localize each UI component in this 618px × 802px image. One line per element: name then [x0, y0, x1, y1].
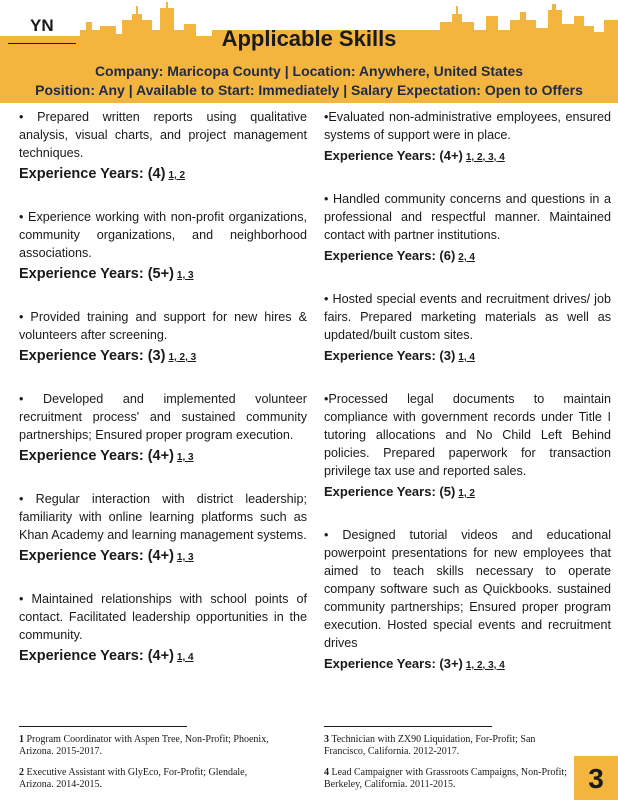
skill-item — [324, 526, 611, 676]
skill-item — [324, 290, 611, 368]
experience-years: Experience Years: (5+) 1, 3 — [19, 266, 194, 282]
experience-years: Experience Years: (4) 1, 2 — [19, 166, 186, 182]
skill-item — [19, 490, 307, 568]
footnote-3: 3 Technician with ZX90 Liquidation, For-Profit; San Francisco, California. 2012-2017. — [324, 734, 536, 757]
skill-text: • Developed and implemented volunteer recruitment process' and sustained community partnerships; Ensured proper program execution. — [19, 392, 307, 442]
footnote-refs: 1, 2, 3 — [168, 352, 197, 363]
footnote-refs: 1, 2 — [458, 488, 475, 499]
skill-text: •Evaluated non-administrative employees, ensured systems of support were in place. — [324, 110, 611, 142]
experience-years: Experience Years: (4+) 1, 2, 3, 4 — [324, 148, 505, 163]
footnote-1: 1 Program Coordinator with Aspen Tree, Non-Profit; Phoenix, Arizona. 2015-2017. — [19, 734, 269, 757]
experience-years: Experience Years: (3) 1, 4 — [324, 348, 475, 363]
skill-text: •Processed legal documents to maintain compliance with government records under Title I tutoring allocations and No Child Left Behind policies. Prepared paperwork for transaction privilege tax use and reported sales. — [324, 392, 611, 478]
footnote-refs: 1, 2 — [168, 170, 186, 181]
left-skills-column — [19, 108, 307, 690]
skill-item — [324, 190, 611, 268]
skill-text: • Provided training and support for new hires & volunteers after screening. — [19, 310, 307, 342]
experience-years: Experience Years: (5) 1, 2 — [324, 484, 475, 499]
page-number: 3 — [574, 756, 618, 800]
experience-years: Experience Years: (4+) 1, 4 — [19, 648, 194, 664]
skill-text: • Prepared written reports using qualitative analysis, visual charts, and project management techniques. — [19, 110, 307, 160]
experience-years: Experience Years: (6) 2, 4 — [324, 248, 475, 263]
footnote-refs: 1, 3 — [176, 270, 194, 281]
skill-text: • Maintained relationships with school points of contact. Facilitated leadership opportunities in the community. — [19, 592, 307, 642]
experience-years: Experience Years: (3) 1, 2, 3 — [19, 348, 197, 364]
footnote-divider-right — [324, 726, 492, 727]
initials-logo: YN — [30, 16, 54, 35]
skill-item — [19, 590, 307, 668]
experience-years: Experience Years: (4+) 1, 3 — [19, 448, 194, 464]
skill-item — [19, 390, 307, 468]
skill-item — [19, 208, 307, 286]
skill-text: • Handled community concerns and questions in a professional and respectful manner. Maintained contact with partner institutions. — [324, 192, 611, 242]
meta-line-company: Company: Maricopa County | Location: Anywhere, United States — [94, 63, 524, 79]
experience-years: Experience Years: (3+) 1, 2, 3, 4 — [324, 656, 505, 671]
footnote-refs: 1, 3 — [176, 452, 194, 463]
footnote-divider-left — [19, 726, 187, 727]
footnote-refs: 1, 4 — [176, 652, 194, 663]
right-skills-column — [324, 108, 611, 698]
skill-item — [324, 108, 611, 168]
skill-item — [19, 308, 307, 368]
footnote-refs: 1, 3 — [176, 552, 194, 563]
footnote-refs: 2, 4 — [458, 252, 475, 263]
skill-item — [324, 390, 611, 504]
page-title: Applicable Skills — [221, 26, 397, 51]
skill-text: • Hosted special events and recruitment drives/ job fairs. Prepared marketing materials as well as updated/built custom sites. — [324, 292, 611, 342]
skill-text: • Designed tutorial videos and educational powerpoint presentations for new employees that aimed to teach skills necessary to operate company software such as Quickbooks. sustained community partnerships; Ensured proper program execution. Hosted special events and recruitment drives — [324, 528, 611, 650]
footnote-refs: 1, 2, 3, 4 — [465, 660, 505, 671]
footnote-2: 2 Executive Assistant with GlyEco, For-Profit; Glendale, Arizona. 2014-2015. — [19, 767, 248, 790]
skill-text: • Experience working with non-profit organizations, community organizations, and neighborhood associations. — [19, 210, 307, 260]
skill-text: • Regular interaction with district leadership; familiarity with online learning platforms such as Khan Academy and learning management systems. — [19, 492, 307, 542]
footnote-refs: 1, 2, 3, 4 — [465, 152, 505, 163]
meta-line-position: Position: Any | Available to Start: Immediately | Salary Expectation: Open to Offers — [35, 82, 583, 98]
footnote-4: 4 Lead Campaigner with Grassroots Campaigns, Non-Profit; Berkeley, California. 2011-2015. — [324, 767, 568, 790]
experience-years: Experience Years: (4+) 1, 3 — [19, 548, 194, 564]
footnote-refs: 1, 4 — [458, 352, 475, 363]
skill-item — [19, 108, 307, 186]
header-banner — [0, 0, 618, 103]
